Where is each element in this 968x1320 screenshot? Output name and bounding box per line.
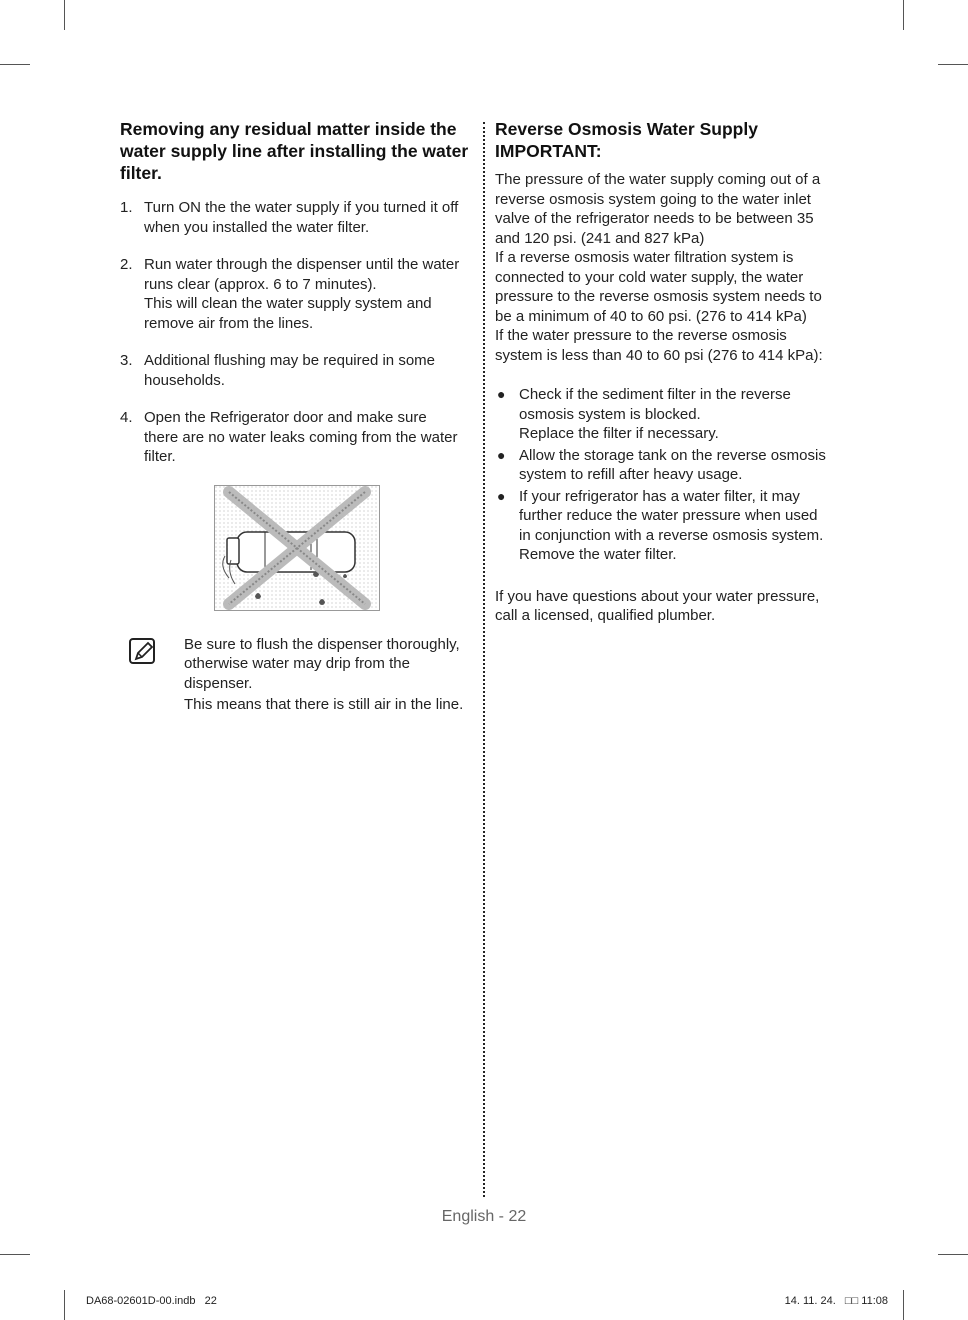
bullet-line: Allow the storage tank on the reverse osmosis (519, 446, 826, 464)
note-line: otherwise water may drip from the (184, 655, 410, 672)
step-line: runs clear (approx. 6 to 7 minutes). (144, 275, 377, 293)
paragraph-line: If a reverse osmosis water filtration system is (495, 249, 794, 266)
column-divider (483, 122, 485, 1197)
note-line: dispenser. (184, 674, 253, 692)
crop-mark (0, 64, 30, 65)
step-number: 2. (120, 256, 133, 273)
list-item (495, 385, 840, 444)
step-line: Open the Refrigerator door and make sure (144, 409, 427, 426)
section-title-flushing: Removing any residual matter inside the water supply line after installing the water filter. (120, 119, 469, 183)
step-number: 4. (120, 409, 133, 426)
step-line: remove air from the lines. (144, 314, 314, 332)
bullet-text (519, 487, 823, 565)
list-item (495, 487, 840, 565)
step-line: filter. (144, 448, 176, 465)
note-line: This means that there is still air in the line. (184, 696, 464, 713)
step-text (144, 351, 475, 390)
title-line: Reverse Osmosis Water Supply (495, 119, 758, 139)
water-filter-crossed-icon (215, 486, 379, 610)
step-line: Turn ON the the water supply if you turned it off (144, 199, 459, 216)
paragraph-line: valve of the refrigerator needs to be between 35 (495, 210, 814, 227)
flushing-steps (120, 198, 475, 467)
crop-mark (64, 0, 65, 30)
paragraph-line: If the water pressure to the reverse osmosis (495, 327, 787, 344)
step-line: when you installed the water filter. (144, 218, 370, 236)
step-text (144, 408, 475, 467)
flush-note (120, 635, 475, 715)
crop-mark (64, 1290, 65, 1320)
step-line: there are no water leaks coming from the water (144, 428, 458, 446)
paragraph-line: system is less than 40 to 60 psi (276 to 414 kPa): (495, 346, 823, 364)
paragraph-line: connected to your cold water supply, the water (495, 268, 804, 286)
print-date-label: 14. 11. 24. □□ 11:08 (784, 1295, 888, 1307)
step-line: This will clean the water supply system and (144, 295, 432, 312)
paragraph-line: reverse osmosis system going to the water inlet (495, 190, 811, 208)
crop-mark (938, 1254, 968, 1255)
bullet-text (519, 446, 826, 485)
step-text (144, 255, 475, 333)
step-line: Additional flushing may be required in some (144, 352, 435, 369)
step-item (120, 198, 475, 237)
list-item (495, 446, 840, 485)
step-line: Run water through the dispenser until the water (144, 256, 460, 273)
step-item (120, 351, 475, 390)
note-pencil-icon (128, 637, 158, 667)
bullet-line: Remove the water filter. (519, 546, 677, 563)
paragraph-line: be a minimum of 40 to 60 psi. (276 to 414 kPa) (495, 307, 807, 325)
paragraph-line: The pressure of the water supply coming out of a (495, 171, 821, 188)
closing-line: If you have questions about your water pressure, (495, 587, 820, 605)
section-title-reverse-osmosis (495, 118, 840, 162)
step-item (120, 408, 475, 467)
bullet-text (519, 385, 791, 444)
plumber-advice (495, 587, 840, 626)
bullet-line: further reduce the water pressure when used (519, 507, 818, 524)
step-item (120, 255, 475, 333)
crop-mark (0, 1254, 30, 1255)
pressure-paragraph (495, 170, 840, 365)
print-file-label: DA68-02601D-00.indb 22 (86, 1295, 217, 1307)
crop-mark (903, 0, 904, 30)
right-column (495, 118, 840, 626)
pressure-tips-list (495, 385, 840, 565)
bullet-line: system to refill after heavy usage. (519, 466, 743, 483)
paragraph-line: and 120 psi. (241 and 827 kPa) (495, 229, 705, 247)
closing-line: call a licensed, qualified plumber. (495, 607, 716, 624)
step-line: households. (144, 371, 225, 389)
step-text (144, 198, 475, 237)
note-text (184, 635, 463, 715)
step-number: 1. (120, 199, 133, 216)
bullet-line: Check if the sediment filter in the reverse (519, 386, 791, 403)
bullet-line: in conjunction with a reverse osmosis system. (519, 526, 824, 544)
note-line: Be sure to flush the dispenser thoroughly, (184, 635, 460, 653)
left-column (120, 118, 475, 715)
bullet-line: If your refrigerator has a water filter, it may (519, 487, 800, 505)
water-filter-leak-illustration (214, 485, 380, 611)
crop-mark (938, 64, 968, 65)
crop-mark (903, 1290, 904, 1320)
bullet-line: osmosis system is blocked. (519, 405, 701, 423)
step-number: 3. (120, 352, 133, 369)
bullet-icon: ● (497, 446, 506, 463)
important-label: IMPORTANT: (495, 141, 602, 161)
bullet-icon: ● (497, 386, 506, 402)
paragraph-line: pressure to the reverse osmosis system needs to (495, 288, 822, 305)
bullet-icon: ● (497, 487, 506, 504)
page-number: English - 22 (441, 1208, 527, 1225)
bullet-line: Replace the filter if necessary. (519, 425, 719, 442)
